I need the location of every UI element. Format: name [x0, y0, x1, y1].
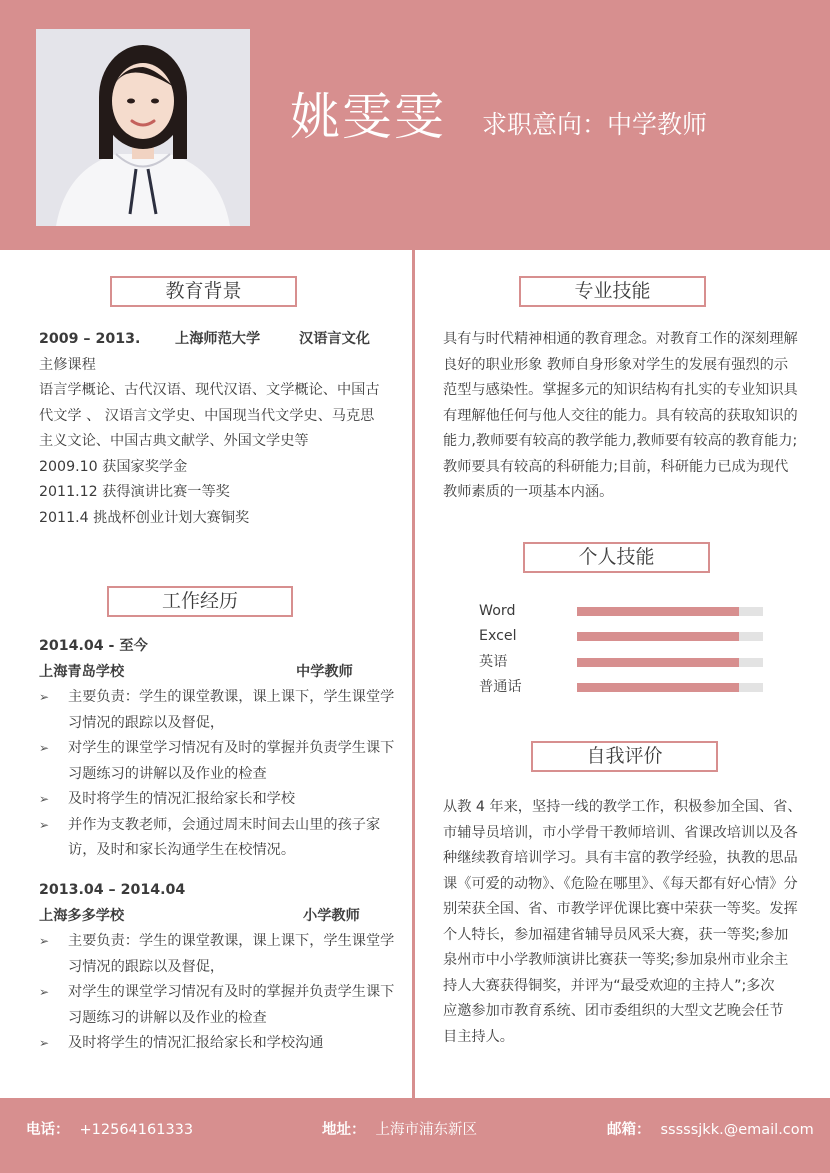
list-item: ➢ 主要负责：学生的课堂教课，课上课下，学生课堂学习情况的跟踪以及督促， — [39, 929, 395, 980]
skill-bar — [577, 683, 763, 692]
skill-row-excel — [479, 626, 769, 646]
job-intent: 求职意向：中学教师 — [482, 110, 708, 139]
email-value: sssssjkk.@email.com — [660, 1122, 814, 1138]
list-item: ➢ 对学生的课堂学习情况有及时的掌握并负责学生课下习题练习的讲解以及作业的检查 — [39, 980, 395, 1031]
skill-bar-fill — [577, 607, 739, 616]
skill-row-mandarin — [479, 677, 769, 697]
job-header-row — [39, 904, 395, 930]
list-item: ➢ 主要负责：学生的课堂教课，课上课下，学生课堂学习情况的跟踪以及督促， — [39, 685, 395, 736]
self-eval-title: 自我评价 — [531, 741, 718, 772]
phone-label: 电话： — [26, 1122, 70, 1138]
arrow-bullet-icon: ➢ — [39, 817, 50, 832]
arrow-bullet-icon: ➢ — [39, 792, 50, 806]
skill-bar — [577, 607, 763, 616]
skill-bar — [577, 632, 763, 641]
self-eval-text: 从教 4 年来，坚持一线的教学工作，积极参加全国、省、 市辅导员培训，市小学骨干教师培训、省课改培训以及各 种继续教育培训学习。具有丰富的教学经验，执教的思品 课《可爱的动物》、《危险在哪里》、《每天都有好心情》分 别荣获全国、省、市教学评优课比赛中荣获一等奖。发挥 个人特长，参加福建省辅导员风采大赛，获一等奖;参加 泉州市中小学教师演讲比赛获一等奖;参加泉州市业余主 持人大赛获得铜奖，并评为“最受欢迎的主持人”;多次 应邀参加市教育系统、团市委组织的大型文艺晚会任节 目主持人。 — [443, 799, 802, 1045]
arrow-bullet-icon: ➢ — [39, 934, 50, 948]
list-item: ➢ 对学生的课堂学习情况有及时的掌握并负责学生课下习题练习的讲解以及作业的检查 — [39, 736, 395, 787]
work-job-2 — [39, 878, 395, 1057]
skill-label: Excel — [479, 628, 517, 644]
skill-bar-fill — [577, 658, 739, 667]
arrow-bullet-icon: ➢ — [39, 985, 50, 999]
job-duties — [39, 929, 395, 1057]
education-award: 2009.10 获国家奖学金 — [39, 458, 188, 475]
job-period: 2014.04 - 至今 — [39, 638, 148, 654]
email-label: 邮箱： — [607, 1122, 651, 1138]
work-job-1 — [39, 634, 395, 864]
address-label: 地址： — [322, 1122, 366, 1138]
work-title: 工作经历 — [107, 586, 293, 617]
education-period: 2009 – 2013. — [39, 331, 141, 347]
candidate-name: 姚雯雯 — [290, 88, 446, 146]
profile-photo — [36, 29, 250, 226]
job-company: 上海青岛学校 — [39, 663, 125, 680]
education-award: 2011.12 获得演讲比赛一等奖 — [39, 484, 230, 500]
job-header-row — [39, 660, 395, 686]
list-item: ➢ 及时将学生的情况汇报给家长和学校 — [39, 787, 395, 813]
professional-text: 具有与时代精神相通的教育理念。对教育工作的深刻理解 良好的职业形象 教师自身形象对学生的发展有强烈的示 范型与感染性。掌握多元的知识结构有扎实的专业知识具 有理解他任何与他人交往的能力。具有较高的获取知识的 能力,教师要有较高的教学能力,教师要有较高的教育能力; 教师要具有较高的科研能力;目前，科研能力已成为现代 教师素质的一项基本内涵。 — [443, 331, 798, 500]
skill-row-english — [479, 652, 769, 672]
education-line: 代文学 、 汉语言文学史、中国现当代文学史、马克思 — [39, 407, 375, 424]
education-school: 上海师范大学 — [175, 331, 261, 347]
portrait-illustration — [36, 29, 250, 226]
education-section — [39, 327, 399, 531]
header-band — [0, 0, 830, 250]
education-title: 教育背景 — [110, 276, 297, 307]
education-major: 汉语言文化 — [299, 331, 370, 347]
list-item: ➢ 并作为支教老师，会通过周末时间去山里的孩子家访，及时和家长沟通学生在校情况。 — [39, 813, 395, 864]
education-award: 2011.4 挑战杯创业计划大赛铜奖 — [39, 509, 250, 526]
skill-label: 普通话 — [479, 679, 522, 695]
phone-contact — [26, 1120, 193, 1140]
skill-label: Word — [479, 603, 516, 619]
education-header-row — [39, 327, 399, 353]
skill-row-word — [479, 601, 769, 621]
education-line: 语言学概论、古代汉语、现代汉语、文学概论、中国古 — [39, 382, 380, 398]
job-position: 中学教师 — [296, 663, 353, 680]
column-divider — [412, 250, 415, 1098]
skill-bar-fill — [577, 632, 739, 641]
address-value: 上海市浦东新区 — [375, 1122, 477, 1138]
job-period: 2013.04 – 2014.04 — [39, 882, 186, 898]
skill-bar-fill — [577, 683, 739, 692]
email-contact — [607, 1120, 814, 1140]
professional-title: 专业技能 — [519, 276, 706, 307]
job-duties — [39, 685, 395, 864]
personal-skills-title: 个人技能 — [523, 542, 710, 573]
contact-footer — [0, 1098, 830, 1173]
education-line: 主义文论、中国古典文献学、外国文学史等 — [39, 433, 309, 449]
arrow-bullet-icon: ➢ — [39, 690, 50, 704]
skill-bar — [577, 658, 763, 667]
education-line: 主修课程 — [39, 356, 96, 373]
arrow-bullet-icon: ➢ — [39, 741, 50, 755]
arrow-bullet-icon: ➢ — [39, 1036, 50, 1050]
job-position: 小学教师 — [303, 907, 360, 924]
phone-value: +12564161333 — [79, 1122, 194, 1138]
address-contact — [322, 1120, 477, 1140]
list-item: ➢ 及时将学生的情况汇报给家长和学校沟通 — [39, 1031, 395, 1057]
skill-label: 英语 — [479, 654, 508, 670]
job-company: 上海多多学校 — [39, 907, 125, 924]
